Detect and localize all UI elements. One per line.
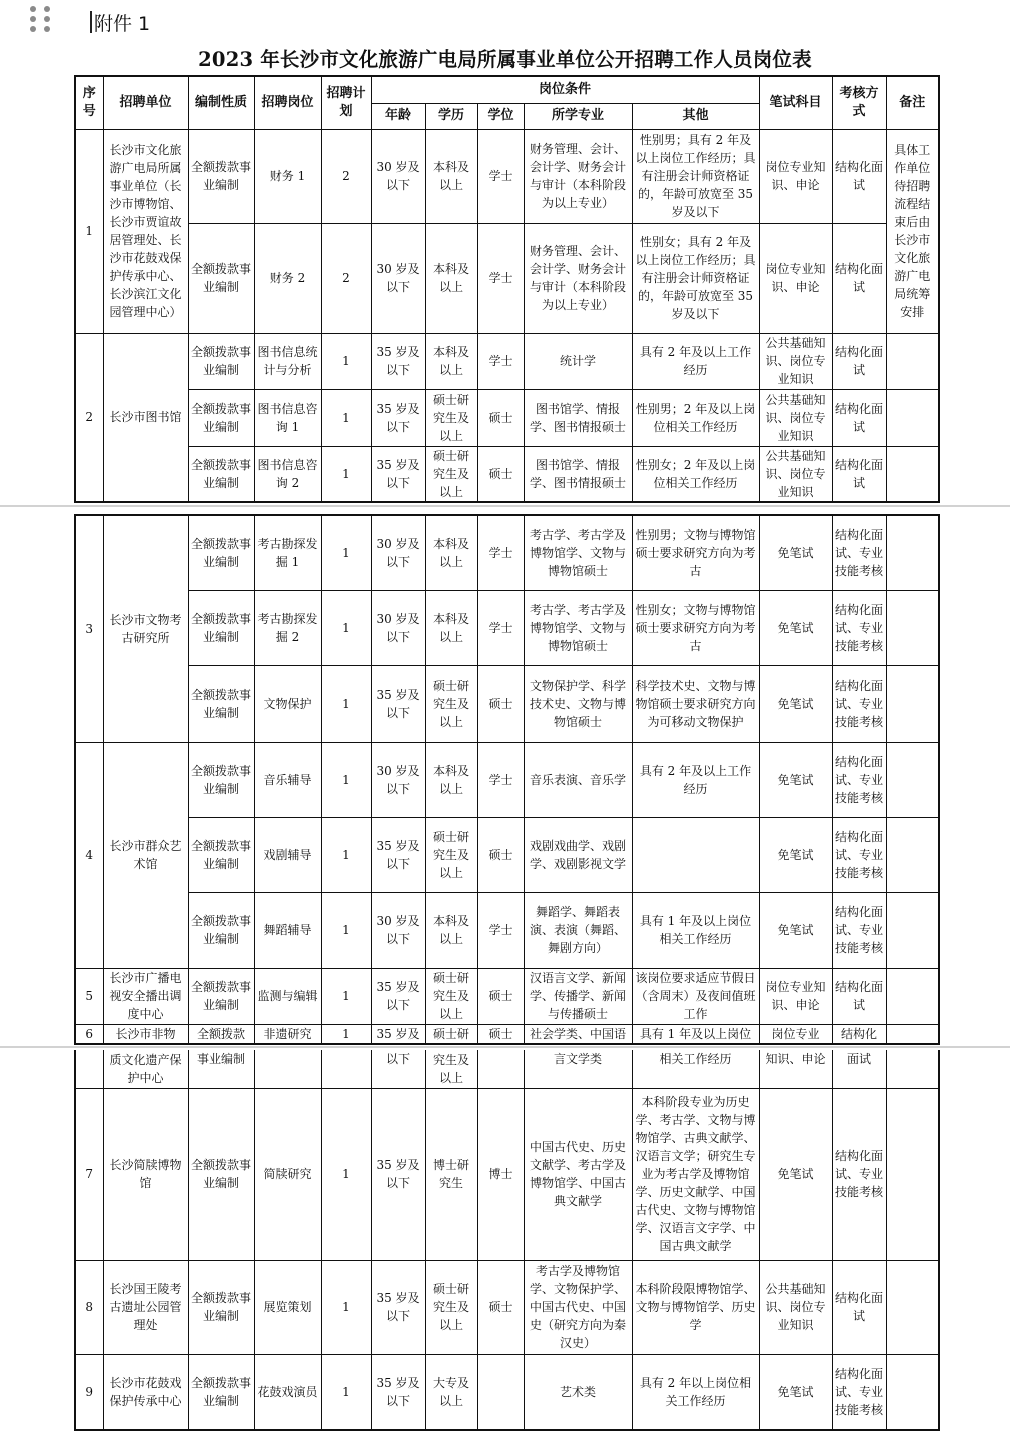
cell-post: 图书信息咨询 1 (254, 389, 321, 446)
cell-exam: 免笔试 (759, 665, 832, 742)
cell-no: 2 (75, 333, 103, 502)
cell-plan: 1 (321, 968, 371, 1024)
table-row (75, 389, 939, 446)
header-other: 其他 (632, 103, 759, 129)
cell-other: 具有 2 年及以上工作经历 (632, 742, 759, 817)
cell-edu: 硕士研究生及以上 (425, 968, 477, 1024)
table-row (75, 590, 939, 665)
cell-other: 性别女；2 年及以上岗位相关工作经历 (632, 446, 759, 502)
cell-no: 7 (75, 1088, 103, 1260)
cell-note (886, 1088, 939, 1260)
cell-plan: 1 (321, 817, 371, 892)
cell-no: 4 (75, 742, 103, 968)
cell-no: 1 (75, 129, 103, 333)
cell-degree: 学士 (477, 223, 524, 333)
cell-other: 本科阶段专业为历史学、考古学、文物与博物馆学、古典文献学、汉语言文学；研究生专业为考古学及博物馆学、历史文献学、中国古代史、文物与博物馆学、汉语言文字学、中国古典文献学 (632, 1088, 759, 1260)
cell-type: 全额拨款事业编制 (188, 129, 254, 223)
cell-plan (321, 1050, 371, 1088)
cell-other: 性别男；2 年及以上岗位相关工作经历 (632, 389, 759, 446)
cell-edu: 本科及以上 (425, 223, 477, 333)
cell-age: 35 岁及以下 (371, 968, 425, 1024)
cell-note (886, 590, 939, 665)
cell-exam: 公共基础知识、岗位专业知识 (759, 389, 832, 446)
cell-major: 考古学、考古学及博物馆学、文物与博物馆硕士 (524, 515, 632, 590)
cell-major: 言文学类 (524, 1050, 632, 1088)
cell-degree: 学士 (477, 333, 524, 389)
cell-unit: 长沙市非物 (103, 1024, 188, 1044)
cell-age: 30 岁及以下 (371, 892, 425, 968)
cell-plan: 1 (321, 892, 371, 968)
cell-major: 统计学 (524, 333, 632, 389)
cell-plan: 1 (321, 742, 371, 817)
cell-edu: 硕士研究生及以上 (425, 1260, 477, 1354)
cell-degree: 硕士 (477, 1260, 524, 1354)
cell-post: 考古勘探发掘 2 (254, 590, 321, 665)
cell-note (886, 1260, 939, 1354)
cell-unit: 长沙市花鼓戏保护传承中心 (103, 1354, 188, 1430)
cell-type: 全额拨款事业编制 (188, 1260, 254, 1354)
cell-exam: 免笔试 (759, 590, 832, 665)
table-row (75, 1050, 939, 1088)
cell-post: 音乐辅导 (254, 742, 321, 817)
cell-other: 具有 1 年及以上岗位相关工作经历 (632, 892, 759, 968)
cell-major: 社会学类、中国语 (524, 1024, 632, 1044)
cell-degree (477, 1354, 524, 1430)
cell-note (886, 817, 939, 892)
cell-edu: 硕士研究生及以上 (425, 817, 477, 892)
cell-age: 30 岁及以下 (371, 223, 425, 333)
cell-other: 具有 2 年以上岗位相关工作经历 (632, 1354, 759, 1430)
header-post: 招聘岗位 (254, 76, 321, 129)
cell-post: 考古勘探发掘 1 (254, 515, 321, 590)
cell-major: 舞蹈学、舞蹈表演、表演（舞蹈、舞剧方向） (524, 892, 632, 968)
cell-age: 35 岁及以下 (371, 665, 425, 742)
document-title: 2023 年长沙市文化旅游广电局所属事业单位公开招聘工作人员岗位表 (198, 48, 812, 71)
cell-edu: 本科及以上 (425, 590, 477, 665)
cell-no: 8 (75, 1260, 103, 1354)
cell-other: 相关工作经历 (632, 1050, 759, 1088)
cell-post: 戏剧辅导 (254, 817, 321, 892)
cell-note (886, 1024, 939, 1044)
header-conditions: 岗位条件 (371, 76, 759, 103)
cell-other: 本科阶段限博物馆学、文物与博物馆学、历史学 (632, 1260, 759, 1354)
cell-other: 具有 1 年及以上岗位 (632, 1024, 759, 1044)
cell-plan: 1 (321, 515, 371, 590)
cell-edu: 本科及以上 (425, 742, 477, 817)
cell-plan: 1 (321, 1088, 371, 1260)
cell-exam: 公共基础知识、岗位专业知识 (759, 446, 832, 502)
cell-note (886, 1354, 939, 1430)
cell-degree: 硕士 (477, 1024, 524, 1044)
cell-type: 全额拨款事业编制 (188, 665, 254, 742)
table-row (75, 223, 939, 333)
cell-plan: 2 (321, 223, 371, 333)
cell-age: 35 岁及以下 (371, 1260, 425, 1354)
cell-mode: 结构化面试 (832, 223, 886, 333)
cell-post: 非遗研究 (254, 1024, 321, 1044)
cell-note (886, 389, 939, 446)
cell-post: 图书信息统计与分析 (254, 333, 321, 389)
cell-exam: 公共基础知识、岗位专业知识 (759, 1260, 832, 1354)
header-major: 所学专业 (524, 103, 632, 129)
cell-other (632, 817, 759, 892)
table-row (75, 1260, 939, 1354)
header-note: 备注 (886, 76, 939, 129)
cell-mode: 面试 (832, 1050, 886, 1088)
header-mode: 考核方式 (832, 76, 886, 129)
cell-degree: 学士 (477, 590, 524, 665)
cell-type: 全额拨款事业编制 (188, 742, 254, 817)
cell-degree: 博士 (477, 1088, 524, 1260)
cell-post (254, 1050, 321, 1088)
cell-mode: 结构化面试 (832, 129, 886, 223)
cell-exam: 免笔试 (759, 742, 832, 817)
cell-mode: 结构化面试、专业技能考核 (832, 892, 886, 968)
table-row (75, 129, 939, 223)
cell-note (886, 665, 939, 742)
cell-no (75, 1050, 103, 1088)
cell-type: 全额拨款事业编制 (188, 968, 254, 1024)
cell-mode: 结构化面试、专业技能考核 (832, 665, 886, 742)
cell-plan: 1 (321, 1354, 371, 1430)
cell-type: 事业编制 (188, 1050, 254, 1088)
text-cursor (90, 11, 92, 33)
cell-edu: 硕士研究生及以上 (425, 665, 477, 742)
cell-exam: 岗位专业知识、申论 (759, 223, 832, 333)
cell-age: 35 岁及以下 (371, 1088, 425, 1260)
cell-exam: 免笔试 (759, 1354, 832, 1430)
cell-major: 汉语言文学、新闻学、传播学、新闻与传播硕士 (524, 968, 632, 1024)
table-row (75, 892, 939, 968)
cell-post: 监测与编辑 (254, 968, 321, 1024)
cell-mode: 结构化面试、专业技能考核 (832, 742, 886, 817)
cell-mode: 结构化面试、专业技能考核 (832, 590, 886, 665)
cell-age: 30 岁及以下 (371, 129, 425, 223)
job-table-page-3 (74, 1050, 940, 1431)
cell-no: 3 (75, 515, 103, 742)
cell-note (886, 742, 939, 817)
cell-unit: 质文化遗产保护中心 (103, 1050, 188, 1088)
cell-exam: 免笔试 (759, 1088, 832, 1260)
table-row (75, 333, 939, 389)
cell-degree: 学士 (477, 129, 524, 223)
cell-exam: 公共基础知识、岗位专业知识 (759, 333, 832, 389)
table-row (75, 1024, 939, 1044)
cell-exam: 免笔试 (759, 817, 832, 892)
cell-plan: 2 (321, 129, 371, 223)
cell-age: 以下 (371, 1050, 425, 1088)
job-table-page-2 (74, 514, 940, 1045)
cell-other: 科学技术史、文物与博物馆硕士要求研究方向为可移动文物保护 (632, 665, 759, 742)
header-plan: 招聘计划 (321, 76, 371, 129)
cell-mode: 结构化面试 (832, 389, 886, 446)
cell-exam: 岗位专业知识、申论 (759, 129, 832, 223)
cell-exam: 岗位专业 (759, 1024, 832, 1044)
cell-edu: 大专及以上 (425, 1354, 477, 1430)
cell-age: 35 岁及以下 (371, 1354, 425, 1430)
cell-major: 音乐表演、音乐学 (524, 742, 632, 817)
cell-major: 考古学、考古学及博物馆学、文物与博物馆硕士 (524, 590, 632, 665)
header-unit: 招聘单位 (103, 76, 188, 129)
table-row (75, 742, 939, 817)
cell-degree: 硕士 (477, 968, 524, 1024)
cell-major: 财务管理、会计、会计学、财务会计与审计（本科阶段为以上专业） (524, 223, 632, 333)
cell-exam: 免笔试 (759, 892, 832, 968)
attachment-label: 附件 1 (94, 13, 151, 35)
cell-edu: 博士研究生 (425, 1088, 477, 1260)
cell-mode: 结构化面试 (832, 446, 886, 502)
cell-note: 具体工作单位待招聘流程结束后由长沙市文化旅游广电局统筹安排 (886, 129, 939, 333)
cell-post: 财务 1 (254, 129, 321, 223)
cell-edu: 究生及以上 (425, 1050, 477, 1088)
cell-other: 性别女；具有 2 年及以上岗位工作经历；具有注册会计师资格证的，年龄可放宽至 35 岁及以下 (632, 223, 759, 333)
cell-no: 5 (75, 968, 103, 1024)
cell-plan: 1 (321, 590, 371, 665)
page-break (0, 505, 1010, 507)
cell-post: 简牍研究 (254, 1088, 321, 1260)
cell-post: 文物保护 (254, 665, 321, 742)
cell-type: 全额拨款 (188, 1024, 254, 1044)
cell-other: 性别男；具有 2 年及以上岗位工作经历；具有注册会计师资格证的，年龄可放宽至 35 岁及以下 (632, 129, 759, 223)
cell-degree: 学士 (477, 892, 524, 968)
cell-note (886, 1050, 939, 1088)
cell-type: 全额拨款事业编制 (188, 223, 254, 333)
table-row (75, 817, 939, 892)
cell-edu: 硕士研究生及以上 (425, 446, 477, 502)
cell-type: 全额拨款事业编制 (188, 333, 254, 389)
cell-plan: 1 (321, 1024, 371, 1044)
cell-type: 全额拨款事业编制 (188, 892, 254, 968)
cell-plan: 1 (321, 333, 371, 389)
cell-unit: 长沙市群众艺术馆 (103, 742, 188, 968)
cell-mode: 结构化面试、专业技能考核 (832, 1354, 886, 1430)
cell-unit: 长沙市图书馆 (103, 333, 188, 502)
cell-age: 35 岁及以下 (371, 446, 425, 502)
cell-age: 30 岁及以下 (371, 590, 425, 665)
cell-note (886, 515, 939, 590)
cell-exam: 岗位专业知识、申论 (759, 968, 832, 1024)
cell-type: 全额拨款事业编制 (188, 1354, 254, 1430)
cell-no: 9 (75, 1354, 103, 1430)
cell-degree: 学士 (477, 742, 524, 817)
header-degree: 学位 (477, 103, 524, 129)
cell-other: 具有 2 年及以上工作经历 (632, 333, 759, 389)
cell-mode: 结构化面试 (832, 1260, 886, 1354)
cell-degree: 硕士 (477, 446, 524, 502)
cell-major: 图书馆学、情报学、图书情报硕士 (524, 389, 632, 446)
cell-edu: 本科及以上 (425, 892, 477, 968)
cell-mode: 结构化面试、专业技能考核 (832, 515, 886, 590)
header-type: 编制性质 (188, 76, 254, 129)
cell-type: 全额拨款事业编制 (188, 590, 254, 665)
cell-edu: 本科及以上 (425, 129, 477, 223)
cell-other: 性别男；文物与博物馆硕士要求研究方向为考古 (632, 515, 759, 590)
header-age: 年龄 (371, 103, 425, 129)
cell-age: 30 岁及以下 (371, 515, 425, 590)
cell-unit: 长沙市广播电视安全播出调度中心 (103, 968, 188, 1024)
cell-note (886, 892, 939, 968)
cell-other: 性别女；文物与博物馆硕士要求研究方向为考古 (632, 590, 759, 665)
cell-degree (477, 1050, 524, 1088)
cell-post: 舞蹈辅导 (254, 892, 321, 968)
cell-major: 艺术类 (524, 1354, 632, 1430)
cell-no: 6 (75, 1024, 103, 1044)
cell-edu: 本科及以上 (425, 333, 477, 389)
cell-type: 全额拨款事业编制 (188, 515, 254, 590)
cell-degree: 硕士 (477, 389, 524, 446)
cell-other: 该岗位要求适应节假日（含周末）及夜间值班工作 (632, 968, 759, 1024)
cell-type: 全额拨款事业编制 (188, 446, 254, 502)
cell-mode: 结构化面试 (832, 968, 886, 1024)
cell-edu: 硕士研 (425, 1024, 477, 1044)
cell-major: 图书馆学、情报学、图书情报硕士 (524, 446, 632, 502)
table-row (75, 1354, 939, 1430)
cell-plan: 1 (321, 1260, 371, 1354)
cell-type: 全额拨款事业编制 (188, 817, 254, 892)
cell-major: 中国古代史、历史文献学、考古学及博物馆学、中国古典文献学 (524, 1088, 632, 1260)
table-row (75, 968, 939, 1024)
cell-major: 文物保护学、科学技术史、文物与博物馆硕士 (524, 665, 632, 742)
table-row (75, 665, 939, 742)
cell-edu: 本科及以上 (425, 515, 477, 590)
cell-post: 图书信息咨询 2 (254, 446, 321, 502)
cell-age: 35 岁及以下 (371, 817, 425, 892)
cell-post: 财务 2 (254, 223, 321, 333)
header-edu: 学历 (425, 103, 477, 129)
cell-type: 全额拨款事业编制 (188, 1088, 254, 1260)
cell-plan: 1 (321, 389, 371, 446)
cell-unit: 长沙国王陵考古遗址公园管理处 (103, 1260, 188, 1354)
cell-type: 全额拨款事业编制 (188, 389, 254, 446)
cell-plan: 1 (321, 446, 371, 502)
table-row (75, 1088, 939, 1260)
cell-mode: 结构化 (832, 1024, 886, 1044)
cell-note (886, 446, 939, 502)
cell-exam: 知识、申论 (759, 1050, 832, 1088)
cell-degree: 硕士 (477, 817, 524, 892)
cell-unit: 长沙市文化旅游广电局所属事业单位（长沙市博物馆、长沙市贾谊故居管理处、长沙市花鼓戏保护传承中心、长沙滨江文化园管理中心） (103, 129, 188, 333)
cell-edu: 硕士研究生及以上 (425, 389, 477, 446)
cell-major: 财务管理、会计、会计学、财务会计与审计（本科阶段为以上专业） (524, 129, 632, 223)
cell-mode: 结构化面试、专业技能考核 (832, 1088, 886, 1260)
page-break (0, 1046, 1010, 1048)
cell-mode: 结构化面试、专业技能考核 (832, 817, 886, 892)
cell-age: 35 岁及 (371, 1024, 425, 1044)
cell-age: 30 岁及以下 (371, 742, 425, 817)
header-no: 序号 (75, 76, 103, 129)
cell-note (886, 968, 939, 1024)
cell-plan: 1 (321, 665, 371, 742)
cell-major: 考古学及博物馆学、文物保护学、中国古代史、中国史（研究方向为秦汉史） (524, 1260, 632, 1354)
drag-handle-icon[interactable] (30, 6, 52, 32)
cell-age: 35 岁及以下 (371, 333, 425, 389)
table-row (75, 515, 939, 590)
table-row (75, 446, 939, 502)
cell-note (886, 333, 939, 389)
job-table-page-1 (74, 75, 940, 503)
cell-age: 35 岁及以下 (371, 389, 425, 446)
cell-exam: 免笔试 (759, 515, 832, 590)
cell-unit: 长沙简牍博物馆 (103, 1088, 188, 1260)
cell-major: 戏剧戏曲学、戏剧学、戏剧影视文学 (524, 817, 632, 892)
cell-mode: 结构化面试 (832, 333, 886, 389)
cell-degree: 学士 (477, 515, 524, 590)
cell-degree: 硕士 (477, 665, 524, 742)
cell-unit: 长沙市文物考古研究所 (103, 515, 188, 742)
cell-post: 花鼓戏演员 (254, 1354, 321, 1430)
header-exam: 笔试科目 (759, 76, 832, 129)
cell-post: 展览策划 (254, 1260, 321, 1354)
